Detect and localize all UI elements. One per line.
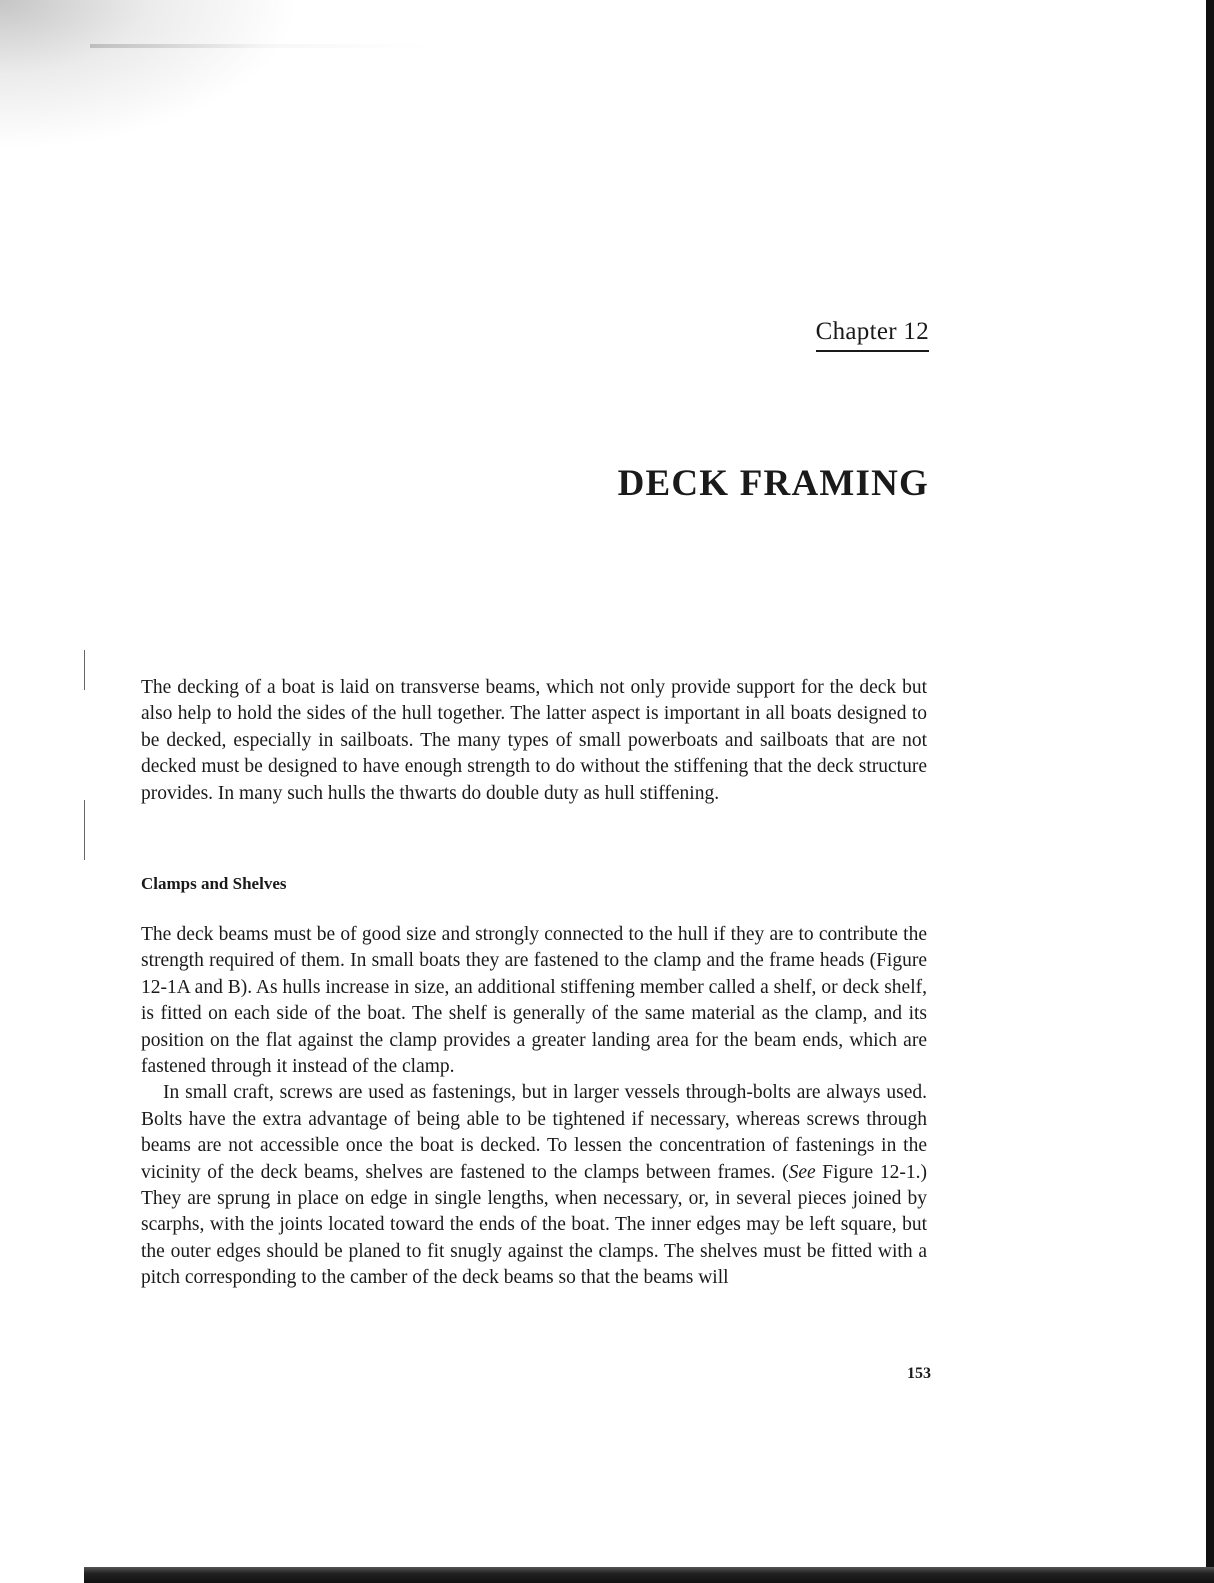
section-heading: Clamps and Shelves [141,874,287,893]
scan-left-mark [84,800,85,860]
scan-right-edge [1206,0,1214,1583]
scan-shadow-corner [0,0,300,150]
chapter-title: DECK FRAMING [617,463,929,504]
scan-bottom-edge [84,1567,1214,1583]
scan-left-mark [84,650,85,690]
section-body [141,922,927,1292]
intro-paragraph-block [141,675,927,807]
chapter-label: Chapter 12 [816,318,929,352]
body-paragraph: The deck beams must be of good size and strongly connected to the hull if they are to contribute the strength required of them. In small boats they are fastened to the clamp and the frame heads (Figure 12-1A and B). As hulls increase in size, an additional stiffening member called a shelf, or deck shelf, is fitted on each side of the boat. The shelf is generally of the same material as the clamp, and its position on the flat against the clamp provides a greater landing area for the beam ends, which are fastened through it instead of the clamp. [141,924,927,1078]
page-number: 153 [907,1365,931,1382]
body-paragraph [141,1080,927,1291]
italic-text: See [788,1161,816,1183]
paragraph-text: Figure 12-1.) They are sprung in place on edge in single lengths, when necessary, or, in several pieces joined by scarphs, with the joints located toward the ends of the boat. The inner edges may be left square, but the outer edges should be planed to fit snugly against the clamps. The shelves must be fitted with a pitch corresponding to the camber of the deck beams so that the beams will [141,1161,927,1289]
scan-streak [90,44,430,48]
intro-paragraph: The decking of a boat is laid on transverse beams, which not only provide support for the deck but also help to hold the sides of the hull together. The latter aspect is important in all boats designed to be decked, especially in sailboats. The many types of small powerboats and sailboats that are not decked must be designed to have enough strength to do without the stiffening that the deck structure provides. In many such hulls the thwarts do double duty as hull stiffening. [141,677,927,804]
paragraph-text: In small craft, screws are used as fastenings, but in larger vessels through-bolts are always used. Bolts have the extra advantage of being able to be tightened if necessary, whereas screws through beams are not accessible once the boat is decked. To lessen the concentration of fastenings in the vicinity of the deck beams, shelves are fastened to the clamps between frames. ( [141,1082,927,1183]
